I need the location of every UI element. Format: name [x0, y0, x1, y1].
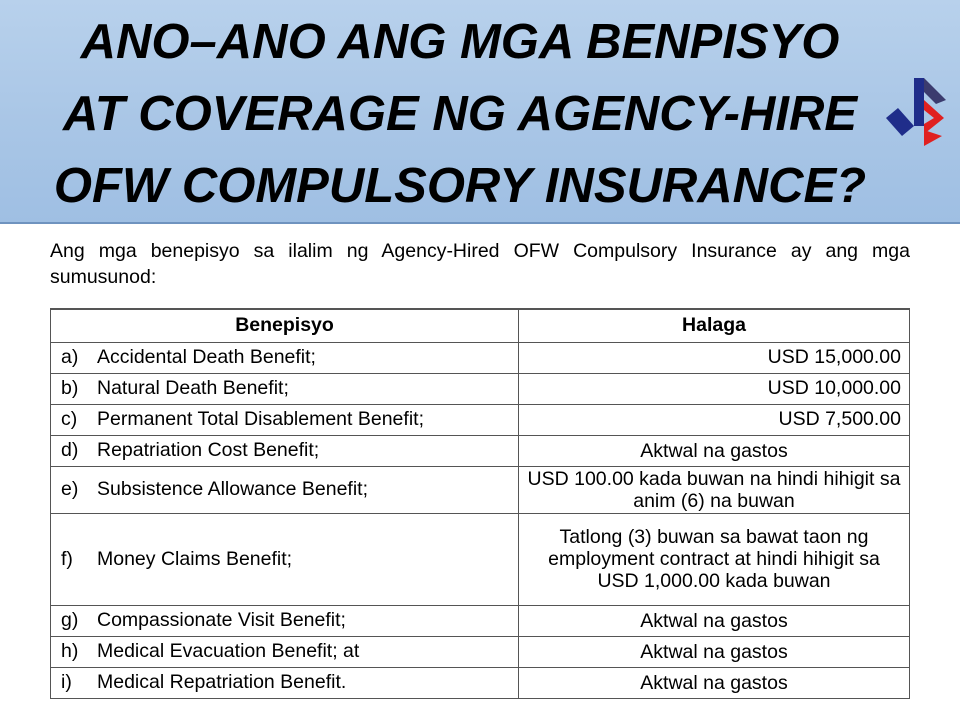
row-letter: h) [61, 640, 79, 662]
amount-cell: Aktwal na gastos [519, 605, 910, 636]
benefit-cell [51, 667, 519, 698]
row-letter: c) [61, 408, 78, 430]
table-row [51, 404, 910, 435]
amount-cell: Aktwal na gastos [519, 435, 910, 466]
jbs-logo-icon [884, 74, 948, 148]
amount-cell: USD 100.00 kada buwan na hindi hihigit sa anim (6) na buwan [519, 466, 910, 513]
benefit-name: Accidental Death Benefit; [97, 346, 316, 368]
intro-text: Ang mga benepisyo sa ilalim ng Agency-Hired OFW Compulsory Insurance ay ang mga sumusunod: [50, 240, 910, 288]
benefit-cell [51, 342, 519, 373]
table-row [51, 667, 910, 698]
header-benepisyo: Benepisyo [51, 309, 519, 342]
table-row [51, 435, 910, 466]
benefit-name: Permanent Total Disablement Benefit; [97, 408, 424, 430]
row-letter: d) [61, 439, 79, 461]
table-row [51, 373, 910, 404]
benefit-cell [51, 605, 519, 636]
header-halaga: Halaga [519, 309, 910, 342]
amount-cell: Aktwal na gastos [519, 667, 910, 698]
table-row [51, 466, 910, 513]
page-title [20, 6, 900, 222]
benefit-cell [51, 404, 519, 435]
row-letter: e) [61, 478, 79, 500]
amount-cell: Tatlong (3) buwan sa bawat taon ng employment contract at hindi hihigit sa USD 1,000.00 kada buwan [519, 513, 910, 605]
amount-cell: USD 10,000.00 [519, 373, 910, 404]
benefit-cell [51, 636, 519, 667]
benefit-name: Money Claims Benefit; [97, 547, 293, 570]
title-line-2: AT COVERAGE NG AGENCY-HIRE [62, 87, 858, 141]
table-header-row [51, 309, 910, 342]
table-row [51, 513, 910, 605]
row-letter: b) [61, 377, 79, 399]
benefit-name: Repatriation Cost Benefit; [97, 439, 320, 461]
benefit-name: Medical Repatriation Benefit. [97, 671, 347, 693]
row-letter: a) [61, 346, 79, 368]
benefit-name: Medical Evacuation Benefit; at [97, 640, 360, 662]
amount-cell: USD 7,500.00 [519, 404, 910, 435]
amount-cell: Aktwal na gastos [519, 636, 910, 667]
title-line-1: ANO–ANO ANG MGA BENPISYO [80, 15, 840, 69]
benefits-table [50, 308, 910, 699]
row-letter: g) [61, 609, 79, 631]
title-line-3: OFW COMPULSORY INSURANCE? [53, 159, 867, 213]
row-letter: f) [61, 547, 73, 570]
benefit-name: Natural Death Benefit; [97, 377, 289, 399]
benefit-cell [51, 373, 519, 404]
table-row [51, 342, 910, 373]
benefit-name: Subsistence Allowance Benefit; [97, 478, 369, 500]
benefit-cell [51, 513, 519, 605]
table-row [51, 605, 910, 636]
benefit-cell [51, 435, 519, 466]
header-banner [0, 0, 960, 224]
table-row [51, 636, 910, 667]
amount-cell: USD 15,000.00 [519, 342, 910, 373]
benefit-cell [51, 466, 519, 513]
row-letter: i) [61, 671, 72, 693]
benefit-name: Compassionate Visit Benefit; [97, 609, 346, 631]
